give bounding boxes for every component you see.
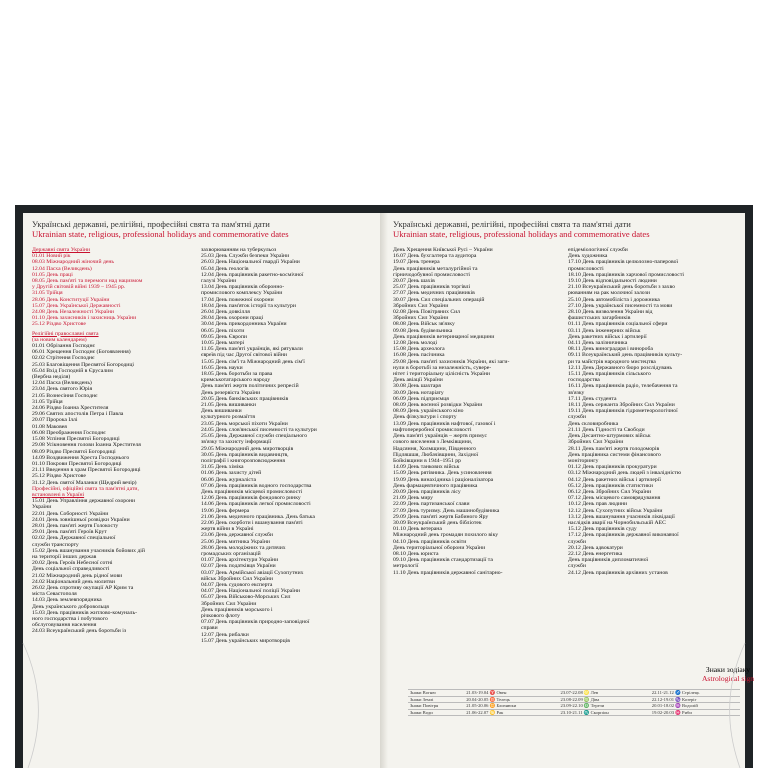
date-entry: 12.07 День рибалки [201,631,249,638]
date-entry: 26.03 День Національної гвардії України [201,259,300,266]
date-entry: наслідків аварії на Чорнобильській АЕС [568,519,666,526]
date-entry: (за новим календарем) [32,336,87,343]
date-entry: 27.10 День української писемності та мови [568,302,673,309]
date-entry: 10.12 День прав людини [568,501,628,508]
date-entry: 29.01 День пам'яті Героїв Крут [32,529,107,536]
left-page [23,213,380,768]
spine-divider [380,205,388,213]
right-column-1 [393,247,563,576]
date-entry: 14.06 День працівників легкої промисловості [201,501,311,508]
date-entry: 03.11 День інженерних військ [568,327,641,334]
date-entry: 05.04 День геологів [201,265,249,272]
date-entry: День Хрещення Київської Русі – України [393,247,493,253]
date-entry: справи [201,625,218,632]
date-entry: 19.06 День фермера [201,507,250,514]
date-entry: 06.12 День Збройних Сил України [568,488,652,495]
date-entry: 16.08 День пасічника [393,352,445,359]
date-entry: День фізкультури і спорту [393,414,457,421]
date-entry: 29.09 День пам'яті жертв Бабиного Яру [393,513,489,520]
date-entry: 15.08 День археолога [393,346,445,353]
date-entry: військ Збройних Сил України [201,575,273,582]
date-entry: 04.12 День ракетних військ і артилерії [568,476,661,483]
date-entry: кримськотатарського народу [201,377,271,384]
zodiac-cell: 21.05-20.06 ♊ Близнюки [464,703,558,710]
date-entry: 29.08 День пам'яті захисників України, які заги- [393,358,510,365]
date-entry: 19.10 День відповідальності людини [568,278,657,285]
decorative-curve-right [715,643,745,768]
date-entry: День працівників дипломатичної [568,557,649,564]
date-entry: 28.04 День охорони праці [201,315,264,322]
date-entry: 08.09 Різдво Пресвятої Богородиці [32,448,116,455]
date-entry: День художника [568,253,608,260]
date-entry: 09.10 День працівників стандартизації та [393,557,493,564]
date-entry: 06.06 День журналіста [201,476,257,483]
date-entry: 28.01 День пам'яті жертв Голокосту [32,522,119,529]
date-entry: 25.05 День Державної служби спеціального [201,433,308,440]
date-entry: 24.06 Різдво Іоанна Хрестителя [32,405,109,412]
date-entry: Бойківщини в 1944–1951 рр [393,457,461,464]
date-entry: 29.08 Усікновення голови Іоанна Хрестителя [32,442,141,449]
date-entry: 15.05 День сім'ї та Міжнародний день сім'ї [201,358,305,365]
date-entry: 21.11 День Гідності та Свободи [568,426,645,433]
date-entry: День працівників морського і [201,606,273,613]
date-entry: 29.05 Міжнародний день миротворців [201,445,294,452]
date-entry: 04.07 День судового експерта [201,581,273,588]
date-entry: Збройних Сил України [393,315,449,322]
date-entry: 01.10 День захисників і захисниць України [32,315,137,322]
date-entry: 12.08 День молоді [393,340,438,347]
date-entry: День Десантно-штурмових військ [568,433,651,440]
date-entry: промисловості [568,265,604,272]
zodiac-cell: 20.01-18.02 ♒ Водолій [650,703,740,710]
date-entry: 17.12 День працівників державної виконавчої [568,532,679,539]
date-entry: господарства [568,377,600,384]
header-en-right: Ukrainian state, religious, professional holidays and commemorative dates [393,229,650,239]
date-entry: України [32,504,52,511]
date-entry: 17.10 День працівників целюлозно-паперової [568,259,679,266]
date-entry: служби [568,538,586,545]
date-entry: зв'язку та захисту інформації [201,439,272,446]
date-entry: Збройних Сил України [201,600,257,607]
date-entry: 01.06 День захисту дітей [201,470,262,477]
date-entry: День авіації України [393,377,443,384]
date-entry: 01.01 Новий рік [32,253,71,260]
date-entry: 04.07 День Національної поліції України [201,588,300,595]
date-entry: 09.08 День будівельника [393,327,453,334]
date-entry: 26.02 День спротиву окупації АР Крим та [32,584,134,591]
date-entry: 15.03 День працівників житлово-комуналь- [32,609,137,616]
date-entry: 03.12 Міжнародний день людей з інвалідністю [568,470,682,477]
date-entry: 05.12 День працівників статистики [568,482,653,489]
date-entry: 08.11 День виноградаря і винороба [568,346,653,353]
header-ua-right: Українські державні, релігійні, професійні свята та пам'ятні дати [393,219,631,229]
date-entry: 25.03 Благовіщення Пресвятої Богородиці [32,361,134,368]
date-entry: 04.10 День працівників освіти [393,538,467,545]
date-entry: метрології [393,563,419,570]
date-entry: 14.03 День землевпорядника [32,597,102,604]
date-entry: 15.07 День українських миротворців [201,637,290,644]
date-entry: 19.07 День тренера [393,259,440,266]
zodiac-cell: Знаки Води [408,709,464,716]
date-entry: 25.12 Різдво Христове [32,321,86,328]
date-entry: Державні свята України [32,247,91,253]
date-entry: 15.02 День вшанування учасників бойових дій [32,547,145,554]
date-entry: 12.04 Пасха (Великдень) [32,265,92,272]
date-entry: гірничодобувної промисловості [393,271,470,278]
date-entry: 30.08 День шахтаря [393,383,441,390]
date-entry: захворюванням на туберкульоз [201,247,277,253]
date-entry: 15.09 День рятівника. День усиновлення [393,470,492,477]
date-entry: 16.11 День працівників радіо, телебачення та [568,383,678,390]
date-entry: 25.07 День працівників торгівлі [393,284,471,291]
zodiac-table [408,689,740,716]
zodiac-title-ua: Знаки зодіаку [705,665,751,674]
date-entry: 07.12 День місцевого самоврядування [568,495,661,502]
date-entry: 01.05 День праці [32,271,73,278]
date-entry: 30.05 День працівників видавництв, [201,451,289,458]
date-entry: 22.01 День Соборності України [32,510,109,517]
date-entry: День фармацевтичного працівника [393,482,478,489]
zodiac-cell: Знаки Вогню [408,690,464,697]
date-entry: 20.12 День адвокатури [568,544,623,551]
date-entry: 13.12 День вшанування учасників ліквідації [568,513,675,520]
zodiac-title-en: Astrological sign [701,674,755,683]
page-header [32,219,289,239]
date-entry: 21.05 Вознесіння Господнє [32,392,98,399]
date-entry: 24.01 День зовнішньої розвідки України [32,516,130,523]
zodiac-cell: 19.02-20.03 ♓ Риби [650,709,740,716]
date-entry: 06.05 День піхоти [201,327,245,334]
date-entry: 12.12 День Сухопутних військ України [568,507,663,514]
zodiac-cell: 20.04-20.05 ♉ Телець [464,696,558,703]
date-entry: 19.09 День винахідника і раціоналізатора [393,476,494,483]
date-entry: 22.12 День енергетика [568,550,623,557]
date-entry: 15.12 День працівників суду [568,526,637,533]
zodiac-cell: 21.03-19.04 ♈ Овен [464,690,558,697]
date-entry: 10.05 День матері [201,340,245,347]
left-column-1 [32,247,197,635]
date-entry: Релігійні православні свята [32,330,99,337]
date-entry: 17.11 День студента [568,395,617,402]
date-entry: 01.10 День ветерана [393,526,442,533]
date-entry: 07.07 День працівників природно-заповідної [201,619,310,626]
date-entry: 30.04 День прикордонника України [201,321,287,328]
cover-border-left [15,205,23,768]
date-entry: ри та майстрів народного мистецтва [568,358,656,365]
date-entry: День соціальної справедливості [32,566,110,573]
date-entry: 21.10 Всеукраїнський день боротьби з захво [568,284,676,291]
date-entry: на території інших держав [32,553,97,560]
right-column-2 [568,247,740,576]
date-entry: 06.08 Преображення Господнє [32,429,106,436]
date-entry: 31.05 Трійця [32,290,63,297]
date-entry: обслуговування населення [32,622,97,629]
date-entry: День територіальної оборони України [393,544,486,551]
date-entry: 20.05 День банківських працівників [201,395,289,402]
page-header-right [393,219,650,239]
date-entry: 22.09 День партизанської слави [393,501,470,508]
date-entry: 27.09 День туризму. День машинобудівника [393,507,500,514]
date-entry: 05.07 День Військово-Морських Сил [201,594,291,601]
date-entry: встановлені в Україні [32,491,85,498]
date-entry: Надсяння, Холмщини, Південного [393,445,477,452]
date-entry: сового виселення з Лемківщини, [393,439,473,446]
date-entry: 02.08 День Повітряних Сил [393,309,461,316]
date-entry: міста Севастополя [32,591,77,598]
date-entry: громадських організацій [201,550,261,557]
date-entry: епідеміологічної служби [568,247,628,253]
date-entry: служби транспорту [32,541,79,548]
date-entry: 31.05 Трійця [32,398,63,405]
date-entry: нафтопереробної промисловості [393,426,472,433]
date-entry: рюванням на рак молочної залози [568,290,650,297]
date-entry: 18.05 День боротьби за права [201,371,273,378]
decorative-curve [23,643,53,768]
date-entry: служби [568,414,586,421]
date-entry: День вишиванки [201,408,242,415]
date-entry: 09.11 Всеукраїнський день працівників культу- [568,352,683,359]
date-entry: Збройних Сил України [568,439,624,446]
date-entry: 18.10 День працівників харчової промисловості [568,271,684,278]
date-entry: Збройних Сил України [393,302,449,309]
date-entry: 20.07 Пророка Іллі [32,417,78,424]
date-entry: 25.03 День Служби безпеки України [201,253,290,260]
date-entry: 15.07 День Української Державності [32,302,121,309]
date-entry: 02.02 День Державної спеціальної [32,535,116,542]
date-entry: 25.12 Різдво Христове [32,473,86,480]
date-entry: нули в боротьбі за незалежність, сувере- [393,364,492,371]
date-entry: 24.08 День Незалежності України [32,309,114,316]
date-entry: 12.04 Пасха (Великдень) [32,380,92,387]
zodiac-cell: 23.10-21.11 ♏ Скорпіон [559,709,650,716]
date-entry: День ракетних військ і артилерії [568,333,647,340]
date-entry: Професійні, офіційні свята та пам'ятні дати, [32,485,139,492]
date-entry: День резервіста України [201,389,261,396]
date-entry: 12.06 День працівників фондового ринку [201,495,301,502]
date-entry: 16.05 День науки [201,364,243,371]
date-entry: 21.06 День медичного працівника. День батька [201,513,315,520]
date-entry: 21.09 День миру [393,495,434,502]
date-entry: 01.08 Маковея [32,423,67,430]
date-entry: 21.02 Міжнародний день рідної мови [32,572,123,579]
date-entry: 30.07 День Сил спеціальних операцій [393,296,485,303]
date-entry: ного господарства і побутового [32,615,108,622]
zodiac-row [408,709,740,716]
date-entry: (Вербна неділя) [32,374,71,381]
date-entry: 21.05 День вишиванки [201,402,256,409]
date-entry: моніторингу [568,457,599,464]
date-entry: 14.09 Воздвиження Хреста Господнього [32,454,130,461]
date-entry: 22.06 День скорботи і вшанування пам'яті [201,519,303,526]
date-entry: 01.10 Покрови Пресвятої Богородиці [32,460,122,467]
date-entry: 06.01 Хрещення Господнє (Богоявлення) [32,349,131,356]
date-entry: 18.11 День сержанта Збройних Сил України [568,402,675,409]
date-entry: поліграфії і книгорозповсюдження [201,457,286,464]
date-entry: 27.07 День медичних працівників [393,290,475,297]
date-entry: галузі України [201,278,237,285]
date-entry: 04.11 День залізничника [568,340,628,347]
zodiac-cell: 23.07-22.08 ♌ Лев [559,690,650,697]
date-entry: 30.09 Всеукраїнський день бібліотек [393,519,482,526]
date-entry: 02.07 День податківця України [201,563,276,570]
date-entry: 31.12 День святої Маланки (Щедрий вечір) [32,479,137,486]
date-entry: 19.11 День працівників гідрометеорологічної [568,408,678,415]
date-entry: 24.02 Національний день молитви [32,578,115,585]
date-entry: День працівника системи фінансового [568,451,661,458]
date-entry: 13.09 День працівників нафтової, газової і [393,420,496,427]
date-entry: День пам'яті жертв політичних репресій [201,383,299,390]
date-entry: промислового комплексу України [201,290,283,297]
date-entry: 14.09 День танкових військ [393,464,460,471]
date-entry: 15.01 День Управління державної охорони [32,498,136,505]
date-entry: 28.11 День пам'яті жертв голодоморів [568,445,660,452]
date-entry: День українського добровольця [32,603,109,610]
date-entry: євреїв під час Другої світової війни [201,352,287,359]
page-gutter [380,213,388,768]
date-entry: річкового флоту [201,612,240,619]
date-entry: 26.04 День довкілля [201,309,250,316]
date-entry: 28.10 День визволення України від [568,309,653,316]
date-entry: нітет і територіальну цілісність України [393,371,490,378]
date-entry: 01.07 День архітектури України [201,557,279,564]
date-entry: 07.06 День працівників водного господарства [201,482,312,489]
date-entry: 28.06 День молодіжних та дитячих [201,544,286,551]
date-entry: у Другій світовій війні 1939 – 1945 рр. [32,284,126,291]
date-entry: 03.07 День Армійської авіації Сухопутних [201,569,304,576]
date-entry: Підляшшя, Любачівщини, Західної [393,451,479,458]
date-entry: 02.02 Стрітення Господнє [32,355,95,362]
date-entry: 18.04 День пам'яток історії та культури [201,302,296,309]
date-entry: 16.07 День бухгалтера та аудитора [393,253,477,260]
zodiac-cell: 23.09-22.10 ♎ Терези [559,703,650,710]
date-entry: 29.06 Святих апостолів Петра і Павла [32,411,124,418]
date-entry: День працівників металургійної та [393,265,478,272]
date-entry: 01.01 Обрізання Господнє [32,343,95,350]
date-entry: служби [568,563,586,570]
date-entry: 24.12 День працівників архівних установ [568,569,668,576]
date-entry: 08.10 День юриста [393,550,439,557]
date-entry: зв'язку [568,389,585,396]
date-entry: 08.09 День воєнної розвідки України [393,402,483,409]
date-entry: 23.04 День святого Юрія [32,386,93,393]
date-entry: День працівників ветеринарної медицини [393,333,495,340]
date-entry: День пам'яті українців – жертв примус [393,433,488,440]
date-entry: День працівників місцевої промисловості [201,488,303,495]
date-entry: 08.03 Міжнародний жіночий день [32,259,114,266]
zodiac-cell: Знаки Повітря [408,703,464,710]
date-entry: 20.07 День шахів [393,278,435,285]
date-entry: 17.04 День пожежної охорони [201,296,274,303]
date-entry: 12.11 День Державного бюро розслідувань [568,364,672,371]
date-entry: 08.05 День пам'яті та перемоги над нацизмом [32,278,143,285]
date-entry: 11.10 День працівників державної санітарно- [393,569,503,576]
left-column-2 [201,247,376,644]
date-entry: 12.04 День працівників ракетно-космічної [201,271,304,278]
date-entry: День скловиробника [568,420,619,427]
date-entry: 11.05 День пам'яті українців, які рятували [201,346,303,353]
date-entry: Міжнародний день громадян похилого віку [393,532,499,539]
date-entry: 15.11 День працівників сільського [568,371,651,378]
date-entry: 20.02 День Героїв Небесної сотні [32,560,113,567]
date-entry: 25.10 День автомобіліста і дорожника [568,296,660,303]
date-entry: 08.08 День Військ зв'язку [393,321,455,328]
date-entry: 25.06 День митника України [201,538,270,545]
zodiac-cell: 21.06-22.07 ♋ Рак [464,709,558,716]
zodiac-cell: 22.11-21.12 ♐ Стрілець [650,690,740,697]
header-ua: Українські державні, релігійні, професійні свята та пам'ятні дати [32,219,270,229]
date-entry: 06.09 День підприємця [393,395,449,402]
zodiac-cell: 22.12-19.01 ♑ Козеріг [650,696,740,703]
header-en: Ukrainian state, religious, professional holidays and commemorative dates [32,229,289,239]
date-entry: 01.11 День працівників соціальної сфери [568,321,668,328]
date-entry: 23.06 День державної служби [201,532,273,539]
date-entry: фашистських загарбників [568,315,631,322]
date-entry: 24.03 Всеукраїнський день боротьби із [32,628,127,635]
date-entry: 24.05 День слов'янської писемності та культури [201,426,317,433]
date-entry: 05.04 Вхід Господній в Єрусалим [32,367,113,374]
date-entry: 31.05 День хіміка [201,464,244,471]
date-entry: 20.09 День працівників лісу [393,488,461,495]
zodiac-cell: Знаки Землі [408,696,464,703]
date-entry: 21.11 Введення в храм Пресвятої Богородиці [32,467,141,474]
date-entry: жертв війни в Україні [201,526,254,533]
date-entry: 13.04 День працівників оборонно- [201,284,285,291]
cover-border-right [745,205,753,768]
date-entry: 08.09 День українського кіно [393,408,464,415]
date-entry: 23.05 День морської піхоти України [201,420,288,427]
date-entry: 30.09 День нотаріату [393,389,444,396]
date-entry: 09.05 День Європи [201,333,247,340]
date-entry: 28.06 День Конституції України [32,296,110,303]
right-page [388,213,755,768]
date-entry: 15.08 Успіння Пресвятої Богородиці [32,436,120,443]
zodiac-cell: 23.08-22.09 ♍ Діва [559,696,650,703]
date-entry: культурного розмаїття [201,414,255,421]
date-entry: 01.12 День працівників прокуратури [568,464,657,471]
